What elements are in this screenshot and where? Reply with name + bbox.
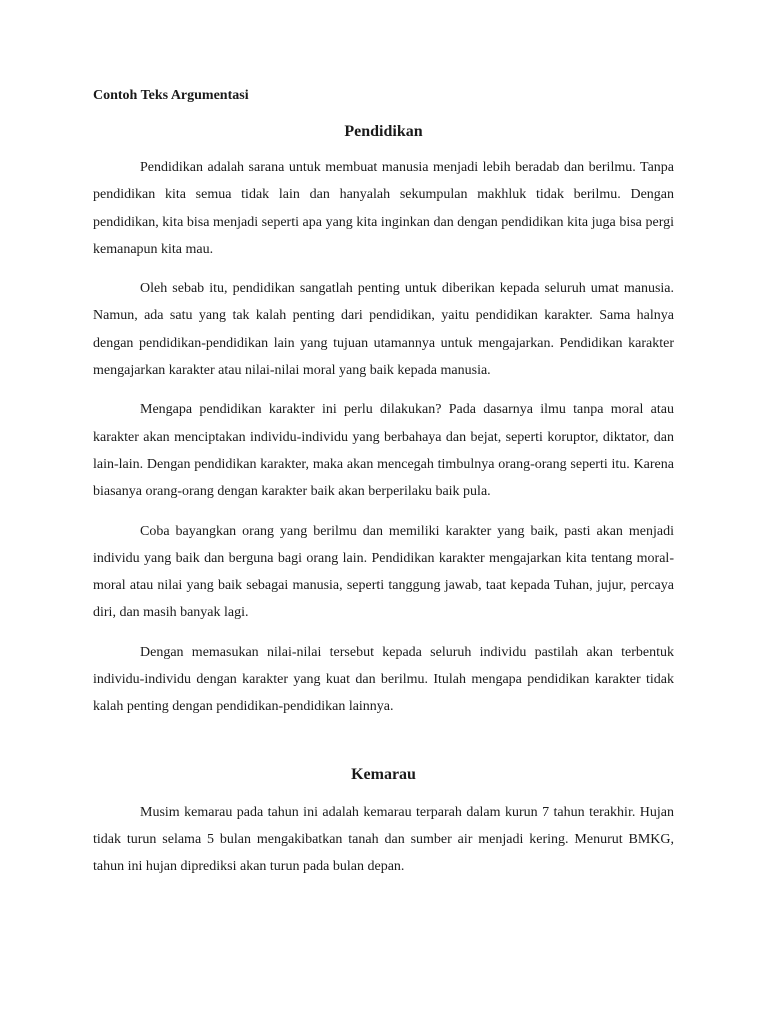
paragraph: Mengapa pendidikan karakter ini perlu dilakukan? Pada dasarnya ilmu tanpa moral atau karakter akan menciptakan individu-individu yang berbahaya dan bejat, seperti koruptor, diktator, dan lain-lain. Dengan pendidikan karakter, maka akan mencegah timbulnya orang-orang seperti itu. Karena biasanya orang-orang dengan karakter baik akan berperilaku baik pula.: [93, 402, 674, 500]
paragraph: Dengan memasukan nilai-nilai tersebut kepada seluruh individu pastilah akan terbentuk individu-individu dengan karakter yang kuat dan berilmu. Itulah mengapa pendidikan karakter tidak kalah penting dengan pendidikan-pendidikan lainnya.: [93, 644, 674, 715]
paragraph: Musim kemarau pada tahun ini adalah kemarau terparah dalam kurun 7 tahun terakhir. Hujan tidak turun selama 5 bulan mengakibatkan tanah dan sumber air menjadi kering. Menurut BMKG, tahun ini hujan diprediksi akan turun pada bulan depan.: [93, 804, 674, 875]
section-title-pendidikan: Pendidikan: [344, 123, 423, 140]
paragraph: Pendidikan adalah sarana untuk membuat manusia menjadi lebih beradab dan berilmu. Tanpa pendidikan kita semua tidak lain dan hanyalah sekumpulan makhluk tidak berilmu. Dengan pendidikan, kita bisa menjadi seperti apa yang kita inginkan dan dengan pendidikan kita juga bisa pergi kemanapun kita mau.: [93, 160, 674, 257]
paragraph: Oleh sebab itu, pendidikan sangatlah penting untuk diberikan kepada seluruh umat manusia. Namun, ada satu yang tak kalah penting dari pendidikan, yaitu pendidikan karakter. Sama halnya dengan pendidikan-pendidikan lain yang tujuan utamannya untuk mengajarkan. Pendidikan karakter mengajarkan karakter atau nilai-nilai moral yang baik kepada manusia.: [93, 281, 674, 379]
section-title-kemarau: Kemarau: [351, 765, 416, 783]
paragraph: Coba bayangkan orang yang berilmu dan memiliki karakter yang baik, pasti akan menjadi individu yang baik dan berguna bagi orang lain. Pendidikan karakter mengajarkan kita tentang moral-moral atau nilai yang baik sebagai manusia, seperti tanggung jawab, taat kepada Tuhan, jujur, percaya diri, dan masih banyak lagi.: [93, 523, 674, 621]
document-page: [93, 86, 674, 893]
document-label: Contoh Teks Argumentasi: [93, 88, 249, 103]
